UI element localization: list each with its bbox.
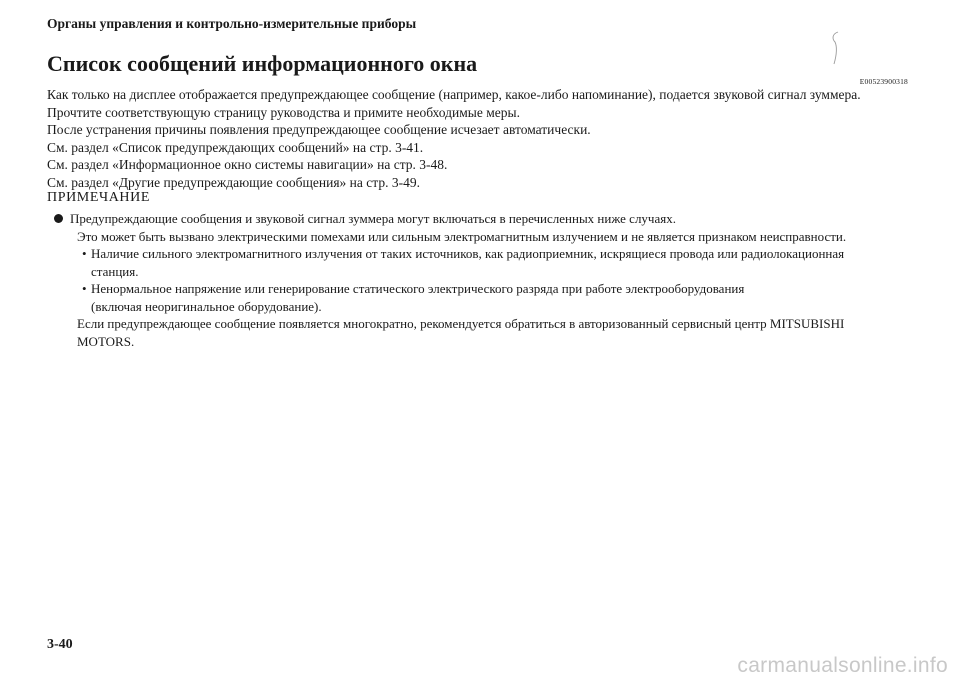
note-sub-item-continuation: (включая неоригинальное оборудование).	[91, 298, 322, 314]
note-closing-continuation: MOTORS.	[77, 333, 135, 349]
body-line: См. раздел «Информационное окно системы навигации» на стр. 3-48.	[47, 157, 448, 172]
note-sub-item-continuation: станция.	[91, 263, 139, 279]
note-block	[54, 210, 914, 350]
margin-mark	[828, 30, 842, 66]
body-text	[47, 86, 917, 191]
note-heading: ПРИМЕЧАНИЕ	[47, 190, 150, 205]
page-number: 3-40	[47, 637, 73, 652]
note-sub-item	[54, 280, 914, 298]
sub-bullet-icon: •	[82, 246, 87, 261]
note-sub-item-text: Наличие сильного электромагнитного излучения от таких источников, как радиоприемник, искрящиеся провода или радиолокационная	[91, 246, 845, 261]
body-line: Прочтите соответствующую страницу руководства и примите необходимые меры.	[47, 104, 520, 120]
note-bullet-text: Предупреждающие сообщения и звуковой сигнал зуммера могут включаться в перечисленных ниже случаях.	[70, 211, 676, 226]
sub-bullet-icon: •	[82, 281, 87, 296]
note-bullet-row	[54, 210, 914, 228]
body-line: После устранения причины появления предупреждающее сообщение исчезает автоматически.	[47, 122, 591, 137]
section-title: Список сообщений информационного окна	[47, 51, 478, 76]
note-intro: Это может быть вызвано электрическими помехами или сильным электромагнитным излучением и не является признаком неисправности.	[77, 228, 847, 244]
note-closing: Если предупреждающее сообщение появляется многократно, рекомендуется обратиться в авторизованный сервисный центр MITSUBISHI	[77, 316, 845, 331]
note-sub-item-text: Ненормальное напряжение или генерирование статического электрического разряда при работе электрооборудования	[91, 281, 745, 296]
reference-code: E00523900318	[859, 77, 908, 86]
running-header: Органы управления и контрольно-измерительные приборы	[47, 16, 417, 31]
body-line: См. раздел «Список предупреждающих сообщений» на стр. 3-41.	[47, 139, 424, 155]
bullet-dot-icon	[54, 214, 63, 223]
watermark: carmanualsonline.info	[737, 654, 948, 677]
note-sub-item	[54, 245, 914, 263]
body-line: См. раздел «Другие предупреждающие сообщения» на стр. 3-49.	[47, 174, 420, 190]
body-line: Как только на дисплее отображается предупреждающее сообщение (например, какое-либо напоминание), подается звуковой сигнал зуммера.	[47, 87, 861, 102]
